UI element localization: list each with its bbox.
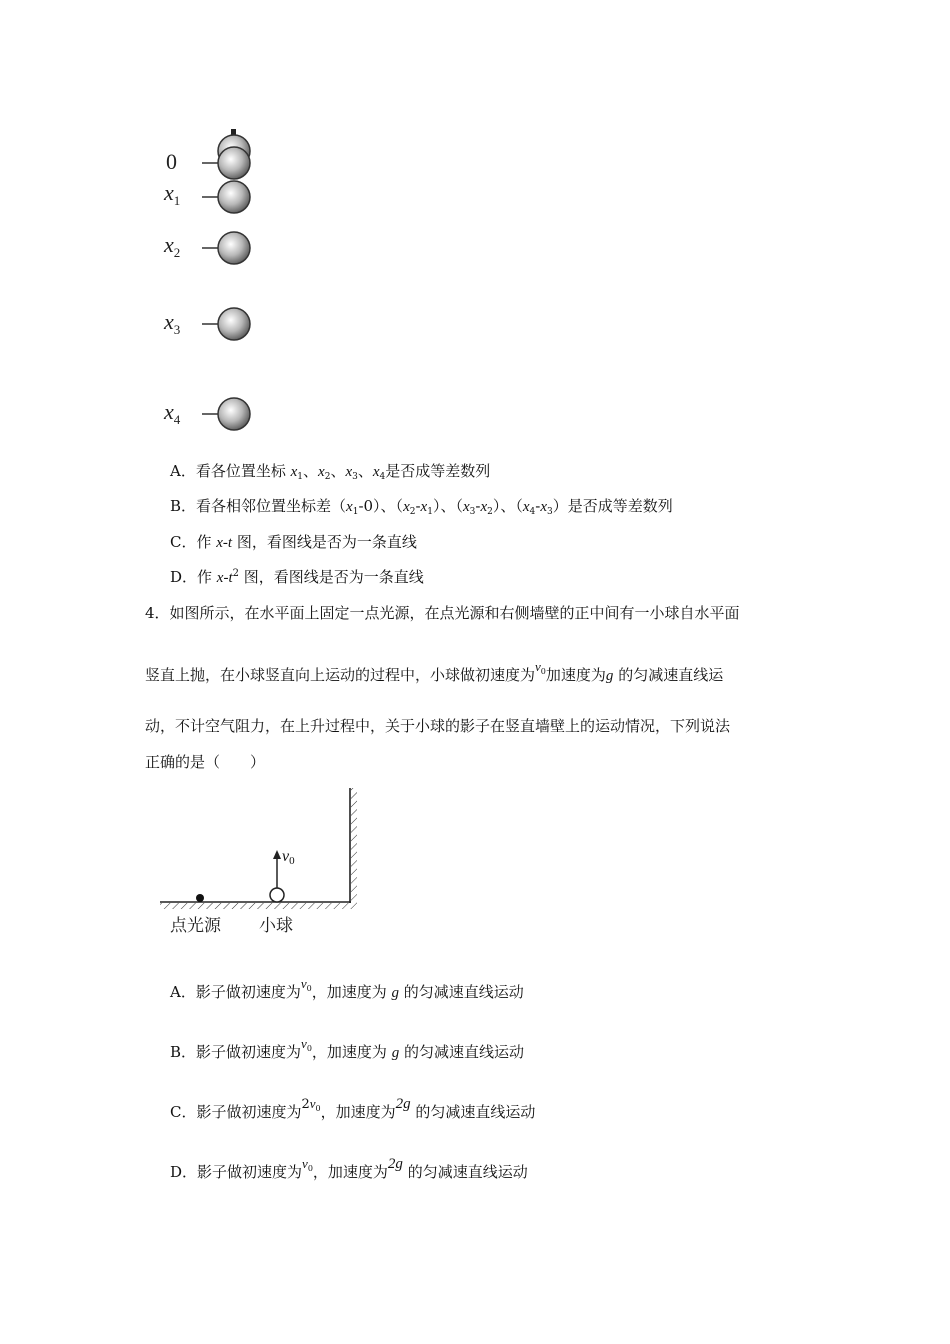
ball-circle — [270, 888, 284, 902]
light-source-label: 点光源 — [170, 916, 221, 935]
q3-option-a: A．看各位置坐标 $x_1$、$x_2$、$x_3$、$x_4$是否成等差数列 — [170, 462, 491, 482]
velocity-arrow-head — [273, 850, 281, 859]
q4-stem-line4: 正确的是（ ） — [145, 753, 266, 771]
ball-x4 — [218, 398, 250, 430]
q4-option-d: D．影子做初速度为$v_0$，加速度为2g 的匀减速直线运动 — [170, 1156, 528, 1181]
q4-option-c: C．影子做初速度为$2v_0$，加速度为2g 的匀减速直线运动 — [170, 1096, 536, 1121]
ball-0 — [218, 147, 250, 179]
label-x3: $x_3$ — [164, 309, 181, 337]
ball-x2 — [218, 232, 250, 264]
q3-option-c: C．作 x-t 图，看图线是否为一条直线 — [170, 533, 417, 551]
velocity-label: v0 — [282, 848, 295, 867]
q4-option-a: A．影子做初速度为$v_0$，加速度为 g 的匀减速直线运动 — [170, 976, 524, 1001]
wall-hatch — [351, 788, 357, 909]
ground-hatch — [160, 903, 351, 909]
q4-stem-line2: 竖直上抛，在小球竖直向上运动的过程中，小球做初速度为$v_0$加速度为g 的匀减速直线运 — [145, 659, 724, 684]
q4-stem-line3: 动，不计空气阻力，在上升过程中，关于小球的影子在竖直墙壁上的运动情况，下列说法 — [145, 717, 731, 735]
q4-stem-line1: 4．如图所示，在水平面上固定一点光源，在点光源和右侧墙壁的正中间有一小球自水平面 — [145, 604, 740, 622]
label-x4: $x_4$ — [164, 399, 181, 427]
label-x2: $x_2$ — [164, 232, 181, 260]
label-0: 0 — [166, 149, 177, 174]
label-x1: $x_1$ — [164, 180, 181, 208]
light-source-dot — [196, 894, 204, 902]
ball-x1 — [218, 181, 250, 213]
position-figure — [150, 125, 280, 435]
shadow-figure — [155, 782, 365, 937]
q4-option-b: B．影子做初速度为$v_0$，加速度为 g 的匀减速直线运动 — [170, 1036, 524, 1061]
q3-option-b: B．看各相邻位置坐标差$(x_1-0)$、$(x_2-x_1)$、$(x_3-x_2)$、$(x_4-x_3)$是否成等差数列 — [170, 497, 673, 517]
ball-x3 — [218, 308, 250, 340]
ball-label: 小球 — [259, 916, 293, 935]
q3-option-d: D．作 $x-t^2$ 图，看图线是否为一条直线 — [170, 568, 424, 586]
